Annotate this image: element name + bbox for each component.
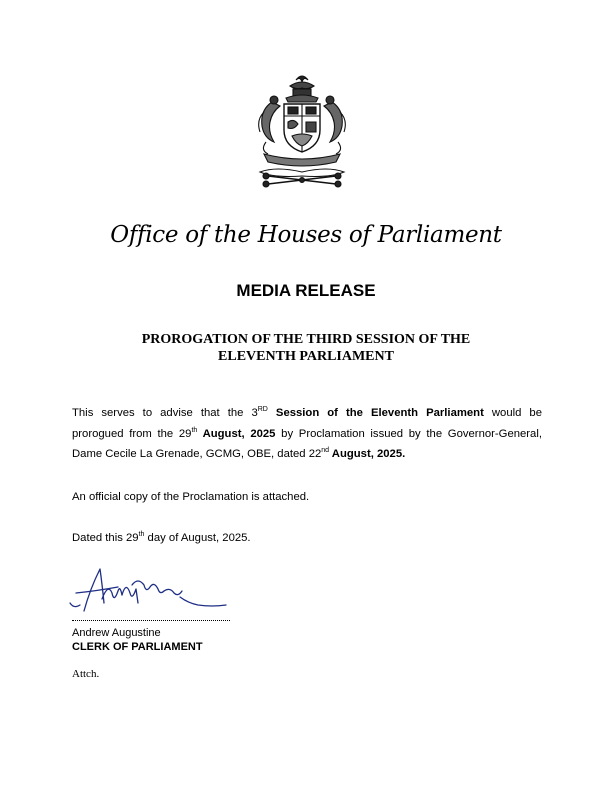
announcement-paragraph bbox=[72, 403, 542, 465]
announcement-line-3 bbox=[72, 444, 542, 465]
release-heading-line-1: PROROGATION OF THE THIRD SESSION OF THE bbox=[141, 332, 471, 347]
announcement-text: Dame Cecile La Grenade, GCMG, OBE, dated 22 bbox=[72, 448, 322, 460]
media-release-heading: MEDIA RELEASE bbox=[236, 281, 376, 300]
release-heading-line-2: ELEVENTH PARLIAMENT bbox=[218, 349, 394, 364]
signer-name: Andrew Augustine bbox=[72, 627, 161, 639]
attachment-note: An official copy of the Proclamation is attached. bbox=[72, 491, 310, 503]
dated-text: day of August, 2025. bbox=[144, 532, 251, 544]
announcement-line-2 bbox=[72, 424, 542, 445]
ordinal-suffix: th bbox=[138, 531, 145, 539]
announcement-line-1 bbox=[72, 403, 542, 424]
session-name: Session of the Eleventh Parliament bbox=[267, 407, 484, 419]
handwritten-signature bbox=[66, 563, 231, 615]
dated-line bbox=[72, 528, 542, 549]
announcement-text: prorogued from the 29 bbox=[72, 427, 192, 440]
signer-title: CLERK OF PARLIAMENT bbox=[72, 641, 203, 653]
release-heading bbox=[0, 331, 612, 365]
announcement-text: by Proclamation issued by the Governor-General, bbox=[275, 427, 542, 440]
coat-of-arms-icon bbox=[246, 72, 358, 194]
office-title: Office of the Houses of Parliament bbox=[110, 222, 502, 248]
ordinal-suffix: RD bbox=[257, 406, 268, 414]
proclamation-date: August, 2025. bbox=[329, 448, 406, 460]
ordinal-suffix: nd bbox=[321, 447, 330, 455]
announcement-text: This serves to advise that the 3 bbox=[72, 407, 258, 419]
dated-text: Dated this 29 bbox=[72, 532, 139, 544]
signature-line bbox=[72, 620, 230, 621]
ordinal-suffix: th bbox=[191, 426, 198, 434]
announcement-text: would be bbox=[483, 407, 542, 419]
prorogation-date: August, 2025 bbox=[197, 427, 276, 440]
attachment-label: Attch. bbox=[72, 668, 100, 680]
